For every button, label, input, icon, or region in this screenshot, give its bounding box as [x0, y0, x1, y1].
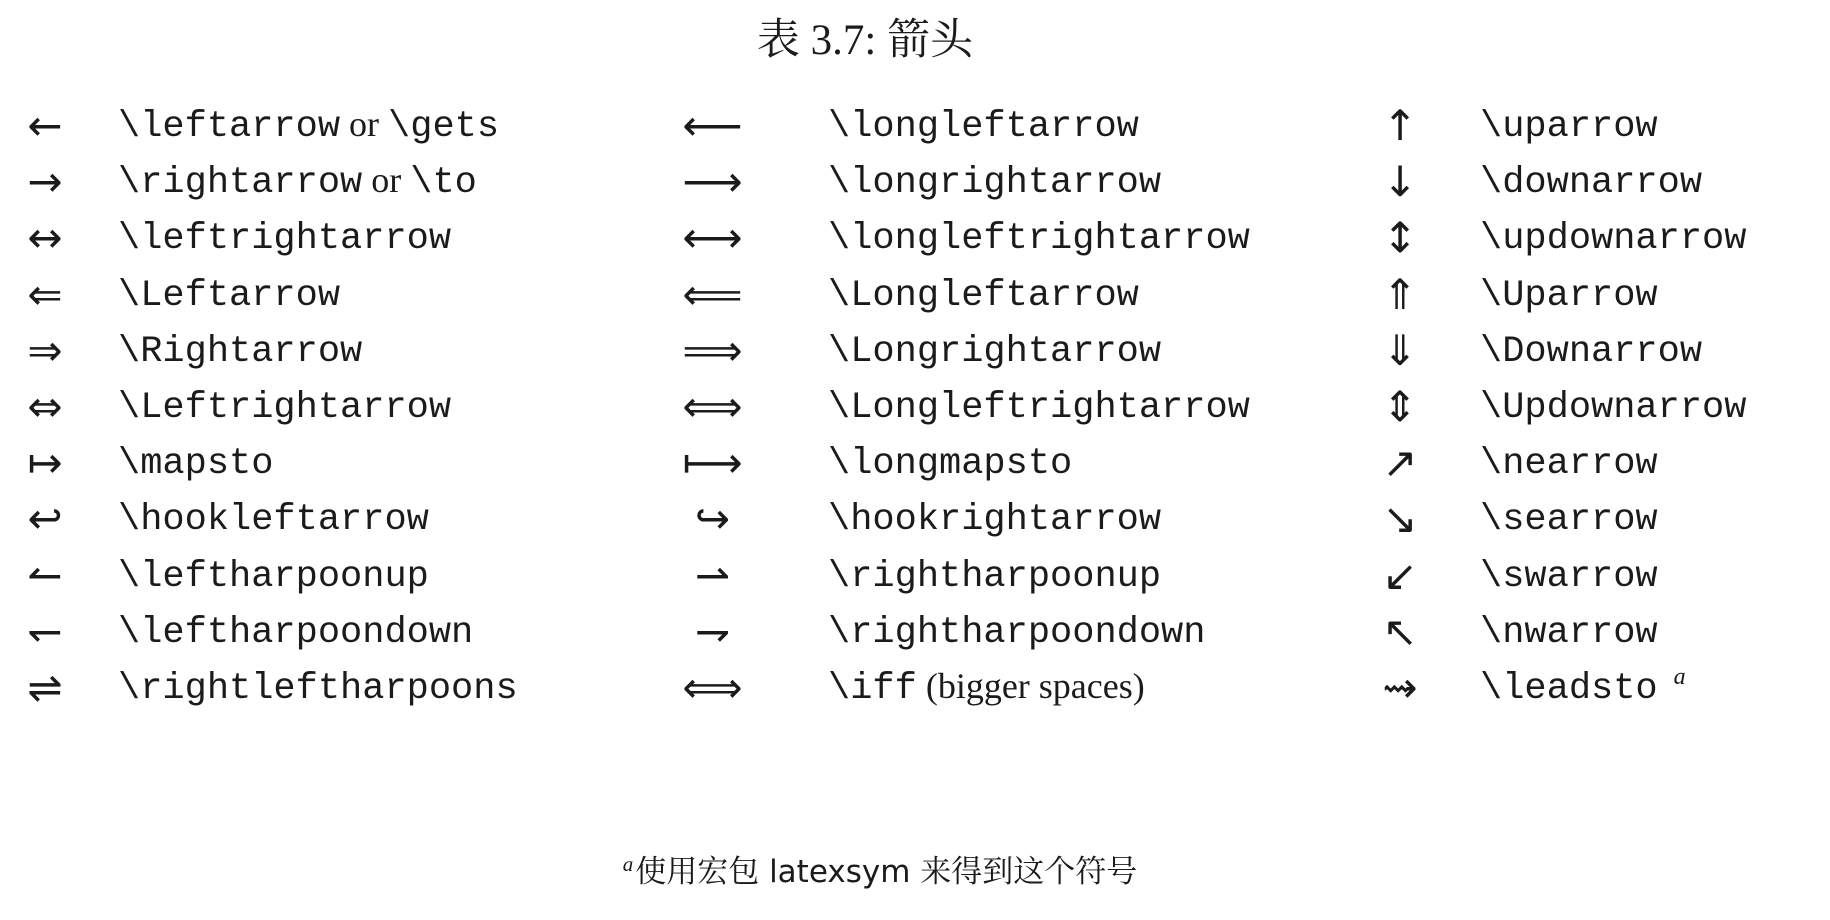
- cap-longrightarrow-command: [795, 331, 1320, 371]
- cap-uparrow-command: [1480, 275, 1830, 315]
- uparrow-command-mono-segment: \uparrow: [1480, 106, 1658, 149]
- leftrightarrow-command: [90, 218, 630, 261]
- mapsto-command-mono-segment: \mapsto: [118, 443, 274, 486]
- rightarrow-command-roman-segment: or: [362, 160, 411, 201]
- cap-leftarrow-symbol: ⇐: [27, 269, 63, 319]
- downarrow-symbol: ↓: [1382, 157, 1418, 207]
- hookrightarrow-symbol: ↪: [694, 494, 731, 544]
- iff-command-mono-segment: \iff: [828, 667, 917, 710]
- iff-command-roman-segment: (bigger spaces): [916, 665, 1145, 706]
- nearrow-command: [1480, 443, 1830, 486]
- longmapsto-symbol: ⟼: [682, 438, 743, 488]
- hookleftarrow-symbol: ↩: [27, 494, 63, 544]
- cap-updownarrow-symbol: ⇕: [1382, 382, 1418, 432]
- cap-longleftarrow-symbol: ⟸: [682, 269, 743, 319]
- rightleftharpoons-command: [90, 668, 630, 708]
- hookrightarrow-command-mono-segment: \hookrightarrow: [828, 499, 1162, 542]
- updownarrow-command-mono-segment: \updownarrow: [1480, 218, 1747, 261]
- searrow-command: [1480, 499, 1830, 542]
- cap-rightarrow-symbol: ⇒: [27, 325, 63, 375]
- cap-updownarrow-command-mono-segment: \Updownarrow: [1480, 387, 1747, 430]
- mapsto-symbol: ↦: [27, 438, 63, 488]
- hookrightarrow-command: [795, 499, 1320, 542]
- searrow-symbol: ↘: [1382, 494, 1418, 544]
- mapsto-command: [90, 443, 630, 486]
- cap-rightarrow-command: [90, 331, 630, 371]
- nearrow-command-mono-segment: \nearrow: [1480, 443, 1658, 486]
- longrightarrow-command: [795, 162, 1320, 205]
- rightharpoondown-command: [795, 612, 1320, 652]
- longrightarrow-symbol: ⟶: [682, 157, 743, 207]
- rightleftharpoons-command-mono-segment: \rightleftharpoons: [118, 667, 518, 710]
- leftharpoondown-command-mono-segment: \leftharpoondown: [118, 611, 474, 654]
- longleftarrow-symbol: ⟵: [682, 101, 743, 151]
- leftharpoonup-symbol: ↼: [27, 550, 63, 600]
- nearrow-symbol: ↗: [1382, 438, 1418, 488]
- nwarrow-command: [1480, 612, 1830, 652]
- leadsto-command: [1480, 663, 1830, 710]
- cap-leftrightarrow-symbol: ⇔: [27, 382, 63, 432]
- rightarrow-command-mono-segment: \rightarrow: [118, 162, 363, 205]
- longleftrightarrow-command: [795, 218, 1320, 261]
- rightarrow-symbol: →: [27, 157, 63, 207]
- leftarrow-command-mono-segment: \leftarrow: [118, 106, 341, 149]
- leftharpoonup-command: [90, 556, 630, 596]
- cap-uparrow-command-mono-segment: \Uparrow: [1480, 274, 1658, 317]
- longleftarrow-command: [795, 106, 1320, 149]
- leftrightarrow-symbol: ↔: [27, 213, 63, 263]
- rightharpoonup-command: [795, 556, 1320, 596]
- leftarrow-command: [90, 104, 630, 149]
- uparrow-command: [1480, 106, 1830, 149]
- swarrow-command: [1480, 556, 1830, 596]
- arrow-symbols-table: [0, 98, 1830, 716]
- updownarrow-symbol: ↕: [1382, 213, 1418, 263]
- rightharpoonup-symbol: ⇀: [694, 550, 731, 600]
- downarrow-command: [1480, 162, 1830, 205]
- cap-leftarrow-command: [90, 275, 630, 315]
- table-caption: 表 3.7: 箭头: [756, 17, 974, 64]
- rightharpoonup-command-mono-segment: \rightharpoonup: [828, 555, 1162, 598]
- cap-uparrow-symbol: ⇑: [1382, 269, 1418, 319]
- longleftrightarrow-command-mono-segment: \longleftrightarrow: [828, 218, 1250, 261]
- hookleftarrow-command-mono-segment: \hookleftarrow: [118, 499, 429, 542]
- rightarrow-command: [90, 160, 630, 205]
- swarrow-command-mono-segment: \swarrow: [1480, 555, 1658, 598]
- longmapsto-command: [795, 443, 1320, 486]
- cap-longrightarrow-command-mono-segment: \Longrightarrow: [828, 330, 1162, 373]
- uparrow-symbol: ↑: [1382, 101, 1418, 151]
- leftarrow-command-roman-segment: or: [340, 104, 389, 145]
- nwarrow-symbol: ↖: [1382, 606, 1418, 656]
- searrow-command-mono-segment: \searrow: [1480, 499, 1658, 542]
- leftarrow-symbol: ←: [27, 101, 63, 151]
- cap-leftrightarrow-command: [90, 387, 630, 430]
- leftrightarrow-command-mono-segment: \leftrightarrow: [118, 218, 452, 261]
- rightharpoondown-symbol: ⇁: [694, 606, 731, 656]
- longleftarrow-command-mono-segment: \longleftarrow: [828, 106, 1139, 149]
- cap-longleftrightarrow-command: [795, 387, 1320, 430]
- nwarrow-command-mono-segment: \nwarrow: [1480, 611, 1658, 654]
- rightleftharpoons-symbol: ⇌: [27, 662, 63, 712]
- leadsto-command-sup-segment: a: [1673, 663, 1686, 690]
- footnote-marker: a: [622, 852, 634, 876]
- cap-downarrow-command: [1480, 331, 1830, 371]
- cap-updownarrow-command: [1480, 387, 1830, 430]
- rightharpoondown-command-mono-segment: \rightharpoondown: [828, 611, 1206, 654]
- cap-downarrow-symbol: ⇓: [1382, 325, 1418, 375]
- leftharpoondown-symbol: ↽: [27, 606, 63, 656]
- leftarrow-command-mono-segment: \gets: [388, 106, 500, 149]
- rightarrow-command-mono-segment: \to: [410, 162, 477, 205]
- cap-longleftarrow-command: [795, 275, 1320, 315]
- cap-longleftrightarrow-symbol: ⟺: [682, 382, 743, 432]
- cap-leftrightarrow-command-mono-segment: \Leftrightarrow: [118, 387, 452, 430]
- cap-leftarrow-command-mono-segment: \Leftarrow: [118, 274, 341, 317]
- iff-command: [795, 665, 1320, 710]
- swarrow-symbol: ↙: [1382, 550, 1418, 600]
- cap-rightarrow-command-mono-segment: \Rightarrow: [118, 330, 363, 373]
- iff-symbol: ⟺: [682, 662, 743, 712]
- leadsto-symbol: ⇝: [1382, 662, 1418, 712]
- longmapsto-command-mono-segment: \longmapsto: [828, 443, 1073, 486]
- footnote-text: 使用宏包 latexsym 来得到这个符号: [635, 854, 1138, 890]
- leftharpoondown-command: [90, 612, 630, 652]
- table-footnote: [0, 850, 1760, 894]
- hookleftarrow-command: [90, 499, 630, 542]
- longrightarrow-command-mono-segment: \longrightarrow: [828, 162, 1162, 205]
- cap-longleftarrow-command-mono-segment: \Longleftarrow: [828, 274, 1139, 317]
- leftharpoonup-command-mono-segment: \leftharpoonup: [118, 555, 429, 598]
- cap-downarrow-command-mono-segment: \Downarrow: [1480, 330, 1703, 373]
- downarrow-command-mono-segment: \downarrow: [1480, 162, 1703, 205]
- updownarrow-command: [1480, 218, 1830, 261]
- cap-longleftrightarrow-command-mono-segment: \Longleftrightarrow: [828, 387, 1250, 430]
- longleftrightarrow-symbol: ⟷: [682, 213, 743, 263]
- cap-longrightarrow-symbol: ⟹: [682, 325, 743, 375]
- leadsto-command-mono-segment: \leadsto: [1480, 667, 1658, 710]
